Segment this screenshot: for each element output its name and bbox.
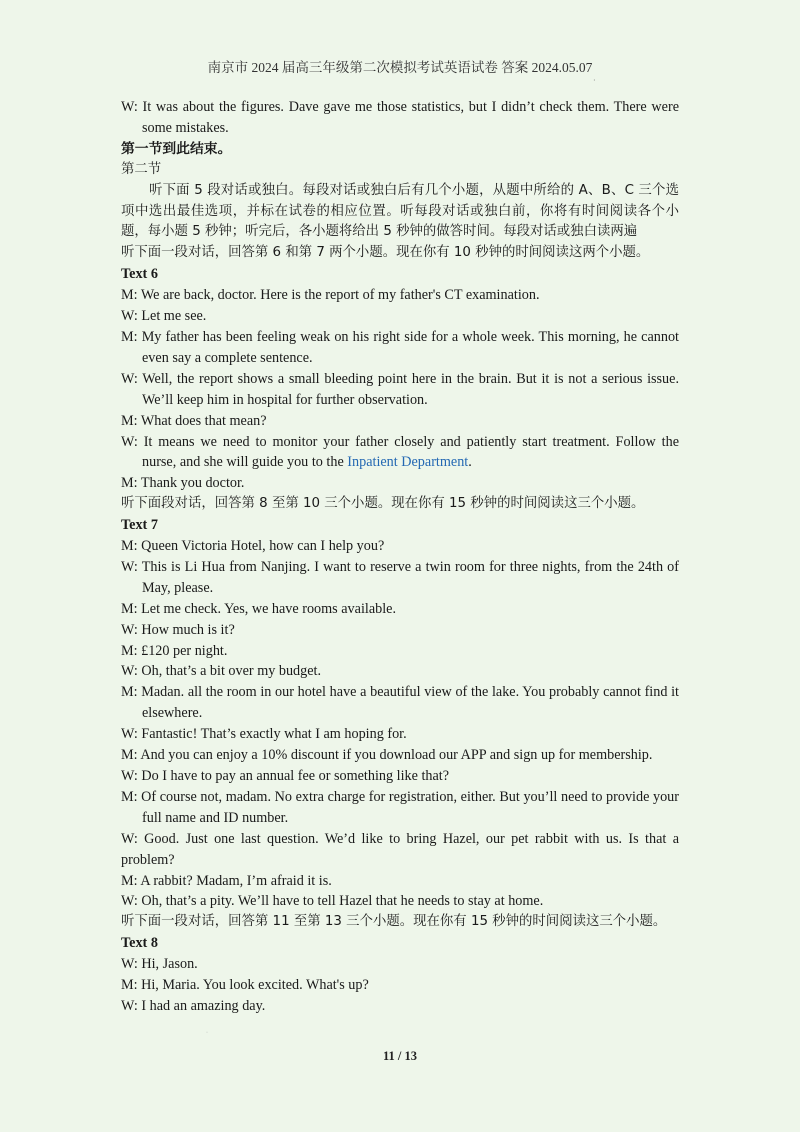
dialogue-line: W: Oh, that’s a bit over my budget. xyxy=(121,663,322,680)
dialogue-text: . xyxy=(468,454,472,471)
text-heading: Text 8 xyxy=(121,935,158,952)
text-heading: Text 6 xyxy=(121,266,158,283)
dialogue-line: M: Madan. all the room in our hotel have a beautiful view of the lake. You probably cannot find it elsewhere. xyxy=(121,684,679,722)
dialogue-line: W: Let me see. xyxy=(121,308,207,325)
page-header: 南京市 2024 届高三年级第二次模拟考试英语试卷 答案 2024.05.07 xyxy=(207,60,593,75)
dialogue-line: W: Hi, Jason. xyxy=(121,956,198,973)
dialogue-line: W: Do I have to pay an annual fee or something like that? xyxy=(121,768,450,784)
instructions-paragraph: 听下面 5 段对话或独白。每段对话或独白后有几个小题，从题中所给的 A、B、C 三个选项中选出最佳选项，并标在试卷的相应位置。听每段对话或独白前，你将有时间阅读各个小题，每小题 5 秒钟；听完后，各小题将给出 5 秒钟的做答时间。每段对话或独白读两遍 xyxy=(121,182,679,240)
dialogue-line: M: And you can enjoy a 10% discount if you download our APP and sign up for membership. xyxy=(121,747,653,764)
dialogue-line xyxy=(121,432,679,474)
dialogue-line: M: Of course not, madam. No extra charge for registration, either. But you’ll need to provide your full name and ID number. xyxy=(121,788,679,826)
dialogue-line: W: Fantastic! That’s exactly what I am hoping for. xyxy=(121,726,407,743)
text-heading: Text 7 xyxy=(121,517,158,534)
dialogue-line: M: £120 per night. xyxy=(121,642,228,659)
inpatient-department-link[interactable]: Inpatient Department xyxy=(347,454,469,471)
instruction-line: 听下面一段对话，回答第 11 至第 13 三个小题。现在你有 15 秒钟的时间阅读这三个小题。 xyxy=(121,914,667,930)
section-end-note: 第一节到此结束。 xyxy=(121,140,232,157)
dialogue-line: W: Well, the report shows a small bleeding point here in the brain. But it is not a serious issue. We’ll keep him in hospital for further observation. xyxy=(121,370,679,408)
page-number: 11 / 13 xyxy=(382,1049,418,1063)
dialogue-line: M: We are back, doctor. Here is the report of my father's CT examination. xyxy=(121,287,540,304)
dialogue-line: W: Good. Just one last question. We’d like to bring Hazel, our pet rabbit with us. Is that a problem? xyxy=(121,830,679,868)
dialogue-line: W: This is Li Hua from Nanjing. I want to reserve a twin room for three nights, from the 24th of May, please. xyxy=(121,558,679,596)
dialogue-text: W: It means we need to monitor your father closely and patiently start treatment. Follow the nurse, and she will guide you to the xyxy=(121,433,679,471)
scan-speck: · xyxy=(206,1030,208,1036)
dialogue-line: W: I had an amazing day. xyxy=(121,997,266,1014)
dialogue-line: M: What does that mean? xyxy=(121,412,267,429)
document-body xyxy=(121,97,679,1017)
dialogue-line: M: My father has been feeling weak on his right side for a whole week. This morning, he cannot even say a complete sentence. xyxy=(121,328,679,366)
dialogue-line: M: A rabbit? Madam, I’m afraid it is. xyxy=(121,872,332,889)
dialogue-line: M: Hi, Maria. You look excited. What's up? xyxy=(121,977,369,994)
section-heading: 第二节 xyxy=(121,161,162,177)
header-mark: · xyxy=(593,76,596,85)
instruction-line: 听下面段对话，回答第 8 至第 10 三个小题。现在你有 15 秒钟的时间阅读这三个小题。 xyxy=(121,496,645,512)
dialogue-line: W: Oh, that’s a pity. We’ll have to tell Hazel that he needs to stay at home. xyxy=(121,893,544,910)
dialogue-line: W: How much is it? xyxy=(121,621,235,638)
dialogue-line: M: Queen Victoria Hotel, how can I help you? xyxy=(121,538,385,555)
instruction-line: 听下面一段对话，回答第 6 和第 7 两个小题。现在你有 10 秒钟的时间阅读这两个小题。 xyxy=(121,245,650,261)
dialogue-line: W: It was about the figures. Dave gave me those statistics, but I didn’t check them. There were some mistakes. xyxy=(121,99,679,136)
dialogue-line: M: Thank you doctor. xyxy=(121,475,245,492)
dialogue-line: M: Let me check. Yes, we have rooms available. xyxy=(121,600,396,617)
